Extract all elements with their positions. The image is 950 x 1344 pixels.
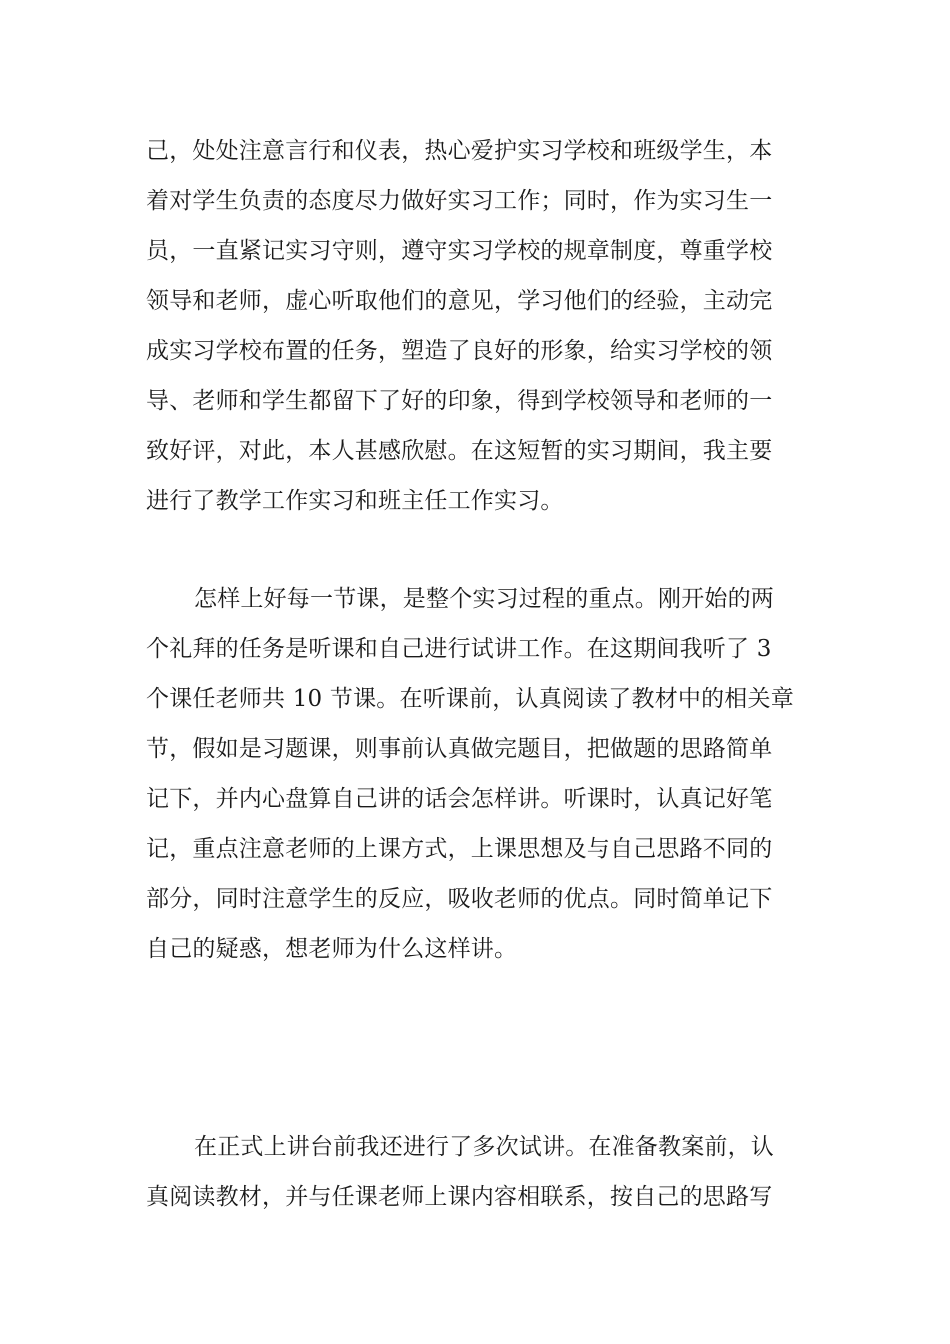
paragraph-line: 着对学生负责的态度尽力做好实习工作；同时，作为实习生一: [146, 188, 773, 214]
paragraph-line: 节，假如是习题课，则事前认真做完题目，把做题的思路简单: [146, 736, 773, 762]
paragraph-line: 致好评，对此，本人甚感欣慰。在这短暂的实习期间，我主要: [146, 438, 773, 464]
paragraph-line: 怎样上好每一节课，是整个实习过程的重点。刚开始的两: [194, 586, 774, 612]
paragraph-line: 己，处处注意言行和仪表，热心爱护实习学校和班级学生，本: [146, 138, 773, 164]
paragraph-line: 记下，并内心盘算自己讲的话会怎样讲。听课时，认真记好笔: [146, 786, 773, 812]
paragraph-line: 个课任老师共 10 节课。在听课前，认真阅读了教材中的相关章: [146, 686, 794, 712]
paragraph-line: 个礼拜的任务是听课和自己进行试讲工作。在这期间我听了 3: [146, 636, 772, 662]
paragraph-line: 导、老师和学生都留下了好的印象，得到学校领导和老师的一: [146, 388, 773, 414]
paragraph-line: 进行了教学工作实习和班主任工作实习。: [146, 488, 564, 514]
paragraph-line: 领导和老师，虚心听取他们的意见，学习他们的经验，主动完: [146, 288, 773, 314]
paragraph-line: 部分，同时注意学生的反应，吸收老师的优点。同时简单记下: [146, 886, 773, 912]
paragraph-line: 员，一直紧记实习守则，遵守实习学校的规章制度，尊重学校: [146, 238, 773, 264]
paragraph-line: 记，重点注意老师的上课方式，上课思想及与自己思路不同的: [146, 836, 773, 862]
paragraph-line: 真阅读教材，并与任课老师上课内容相联系，按自己的思路写: [146, 1184, 773, 1210]
paragraph-line: 在正式上讲台前我还进行了多次试讲。在准备教案前，认: [194, 1134, 774, 1160]
paragraph-line: 成实习学校布置的任务，塑造了良好的形象，给实习学校的领: [146, 338, 773, 364]
paragraph-line: 自己的疑惑，想老师为什么这样讲。: [146, 936, 518, 962]
